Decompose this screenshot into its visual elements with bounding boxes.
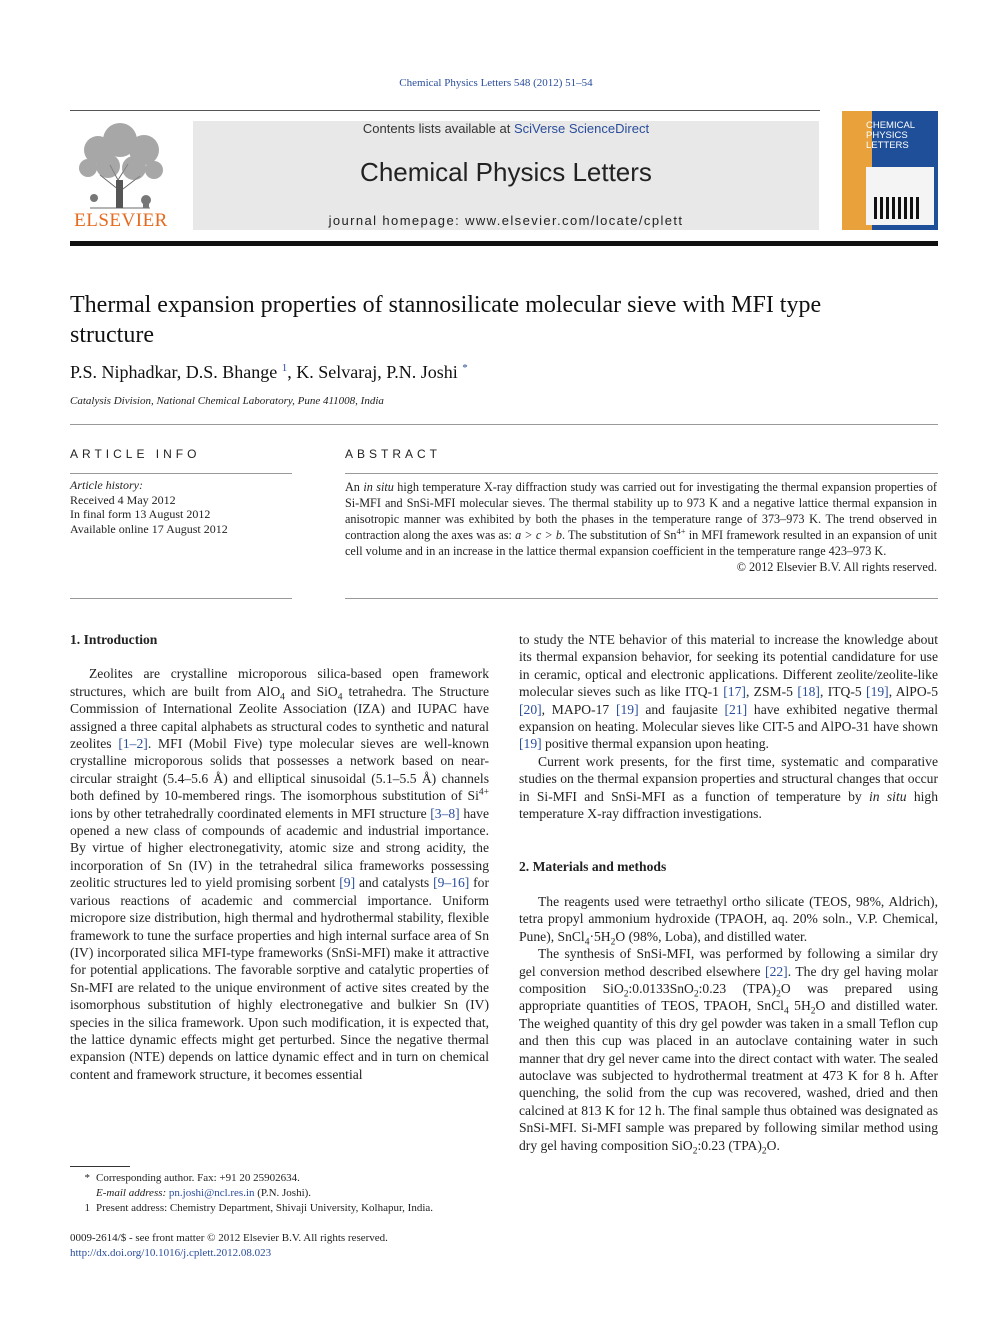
footnote-present-address: 1 Present address: Chemistry Department, Shivaji University, Kolhapur, India. bbox=[84, 1202, 434, 1214]
footnote-rule bbox=[70, 1166, 130, 1167]
issn-line: 0009-2614/$ - see front matter © 2012 Elsevier B.V. All rights reserved. bbox=[70, 1232, 388, 1244]
history-label: Article history: bbox=[70, 478, 143, 492]
author-names: P.S. Niphadkar, D.S. Bhange bbox=[70, 362, 278, 382]
methods-paragraph: The synthesis of SnSi-MFI, was performed by following a similar dry gel conversion method described elsewhere [22]. The dry gel having molar composition SiO$_2$:0.0133SnO$_2$:0.23 $(TPA)_2O$ was prepared using appropriate quantities of TEOS, TPAOH, SnCl$_4$ $5H_2O$ and distilled water. The weighed quantity of this dry gel powder was taken in a small Teflon cup and then this cup was placed in an autoclave containing water in such manner that dry gel never came into the direct contact with water. The sealed autoclave was subjected to hydrothermal treatment at 473 K for 8 h. After quenching, the solid from the cup was recovered, washed, dried and then calcined at 813 K for 12 h. The final sample thus obtained was designated as SnSi-MFI. Si-MFI sample was prepared by following similar method using dry gel having composition SiO$_2$:0.23 $(TPA)_2O$. bbox=[519, 946, 939, 1157]
journal-name: Chemical Physics Letters bbox=[360, 157, 652, 187]
author-list bbox=[70, 362, 468, 383]
section-heading-methods: 2. Materials and methods bbox=[519, 859, 667, 875]
reference-link[interactable]: [18] bbox=[797, 684, 820, 700]
abstract-rule bbox=[345, 473, 938, 474]
intro-paragraph: Zeolites are crystalline microporous silica-based open framework structures, which are built from AlO$_4$ and SiO$_4$ tetrahedra. The Structure Commission of International Zeolite Association (IZA) and IUPAC have assigned a three capital alphabets as structural codes to synthetic and natural zeolites [1–2]. MFI (Mobil Five) type molecular sieves are well-known crystalline microporous solids that possesses a network based on near-circular straight (5.4–5.6 Å) and elliptical sinusoidal (5.1–5.5 Å) channels both defined by 10-membered rings. The isomorphous substitution of $Si^{4+}$ ions by other tetrahedrally coordinated elements in MFI structure [3–8] have opened a new class of compounds of academic and industrial importance. By virtue of higher electronegativity, atomic size and strong acidity, the incorporation of Sn (IV) in the tetrahedral silica frameworks possessing zeolitic structures led to yield promising sorbent [9] and catalysts [9–16] for various reactions of academic and commercial importance. Uniform micropore size distribution, high thermal and hydrothermal stability, flexible framework to tune the surface properties and high internal surface area of Sn (IV) incorporated silica MFI-type frameworks (SnSi-MFI) make it attractive for potential applications. The favorable sorptive and catalytic properties of Sn-MFI are related to the unique environment of active sites created by the isomorphous substitution of highly electronegative and bulkier Sn (IV) species in the silica framework. Upon such modification, it is expected that, the lattice dynamic effects might get perturbed. Since the negative thermal expansion (NTE) depends on lattice dynamic effect and in turn on chemical content and framework structure, it becomes essential bbox=[70, 666, 490, 1082]
elsevier-logo bbox=[70, 120, 172, 230]
header-top-rule bbox=[70, 110, 820, 111]
cover-title-line: PHYSICS bbox=[866, 130, 908, 141]
right-column bbox=[519, 631, 939, 1157]
abstract-heading: ABSTRACT bbox=[345, 447, 442, 461]
reference-link[interactable]: [21] bbox=[724, 701, 748, 717]
reference-link[interactable]: [19] bbox=[866, 684, 889, 700]
doi-link[interactable]: http://dx.doi.org/10.1016/j.cplett.2012.08.023 bbox=[70, 1246, 272, 1259]
corresponding-author-mark[interactable]: * bbox=[462, 362, 468, 374]
journal-cover bbox=[842, 111, 938, 230]
methods-paragraph: The reagents used were tetraethyl ortho silicate (TEOS, 98%, Aldrich), tetra propyl ammonium hydroxide (TPAOH, aq. 20% soln., V.P. Chemical, Pune), $SnCl_4\cdot 5H_2O$ (98%, Loba), and distilled water. bbox=[519, 893, 938, 948]
author-names: , K. Selvaraj, P.N. Joshi bbox=[287, 362, 458, 382]
reference-link[interactable]: [1–2] bbox=[118, 736, 148, 752]
footnote-corresponding: * Corresponding author. Fax: +91 20 25902634. bbox=[84, 1172, 300, 1184]
author-email-link[interactable]: pn.joshi@ncl.res.in bbox=[168, 1187, 255, 1199]
history-final-form: In final form 13 August 2012 bbox=[70, 507, 211, 521]
section-heading-introduction: 1. Introduction bbox=[70, 632, 158, 647]
reference-link[interactable]: [20] bbox=[519, 701, 542, 717]
copyright-line: © 2012 Elsevier B.V. All rights reserved. bbox=[736, 560, 937, 574]
reference-link[interactable]: [19] bbox=[615, 701, 639, 717]
intro-paragraph-continued: to study the NTE behavior of this material to increase the knowledge about its thermal expansion behavior, for seeking its potential candidature for use in ceramic, optical and electronic applications. Different zeolite/zeolite-like molecular sieves such as like ITQ-1 [17], ZSM-5 [18], ITQ-5 [19], AlPO-5 [20], MAPO-17 [19] and faujasite [21] have exhibited negative thermal expansion on heating. Molecular sieves like CIT-5 and AlPO-31 have shown [19] positive thermal expansion upon heating. bbox=[519, 632, 938, 752]
article-history bbox=[70, 478, 228, 536]
footnotes bbox=[70, 1171, 490, 1216]
history-received: Received 4 May 2012 bbox=[70, 492, 176, 507]
section-rule bbox=[70, 424, 938, 425]
article-info-bottom-rule bbox=[70, 598, 292, 599]
reference-link[interactable]: [22] bbox=[765, 963, 788, 979]
reference-link[interactable]: [9–16] bbox=[433, 875, 470, 891]
reference-link[interactable]: [19] bbox=[519, 736, 542, 752]
article-info-heading: ARTICLE INFO bbox=[70, 447, 201, 461]
article-title: Thermal expansion properties of stannosilicate molecular sieve with MFI type structure bbox=[70, 292, 822, 348]
journal-citation[interactable]: Chemical Physics Letters 548 (2012) 51–54 bbox=[399, 77, 593, 89]
affiliation: Catalysis Division, National Chemical Laboratory, Pune 411008, India bbox=[70, 395, 384, 407]
cover-image bbox=[866, 167, 934, 225]
article-info-rule bbox=[70, 473, 292, 474]
intro-paragraph: Current work presents, for the first time, systematic and comparative studies on the thermal expansion properties and structural changes that occur in Si-MFI and SnSi-MFI as a function of temperature by in situ high temperature X-ray diffraction investigations. bbox=[519, 753, 938, 822]
sciencedirect-link[interactable]: SciVerse ScienceDirect bbox=[513, 121, 650, 136]
contents-line: Contents lists available at SciVerse ScienceDirect bbox=[362, 121, 650, 136]
left-column bbox=[70, 631, 489, 1083]
cover-graph-icon bbox=[866, 167, 934, 225]
elsevier-wordmark: ELSEVIER bbox=[74, 210, 168, 231]
reference-link[interactable]: [17] bbox=[723, 684, 746, 700]
journal-header bbox=[193, 121, 819, 230]
cover-title-line: LETTERS bbox=[866, 140, 909, 151]
header-thick-rule bbox=[70, 241, 938, 246]
history-online: Available online 17 August 2012 bbox=[70, 521, 228, 536]
author-footnote-mark[interactable]: 1 bbox=[281, 362, 288, 374]
front-matter bbox=[70, 1231, 388, 1260]
abstract-text: An in situ high temperature X-ray diffraction study was carried out for investigating the thermal expansion properties of Si-MFI and SnSi-MFI molecular sieves. The thermal stability up to 973 K and a negative lattice thermal expansion in anisotropic manner was exhibited by both the phases in the temperature range of 373–973 K. The trend observed in contraction along the axes was as: a > c > b. The substitution of $Sn^{4+}$ in MFI framework resulted in an expansion of unit cell volume and in an increase in the lattice thermal expansion coefficient in the temperature range 423–973 K. © 2012 Elsevier B.V. All rights reserved. bbox=[345, 480, 938, 574]
journal-homepage[interactable]: journal homepage: www.elsevier.com/locate/cplett bbox=[328, 213, 684, 228]
abstract-bottom-rule bbox=[345, 598, 938, 599]
footnote-email: E-mail address: pn.joshi@ncl.res.in (P.N. Joshi). bbox=[96, 1187, 312, 1199]
reference-link[interactable]: [3–8] bbox=[430, 805, 460, 821]
reference-link[interactable]: [9] bbox=[339, 875, 356, 891]
cover-title-line: CHEMICAL bbox=[866, 120, 916, 131]
